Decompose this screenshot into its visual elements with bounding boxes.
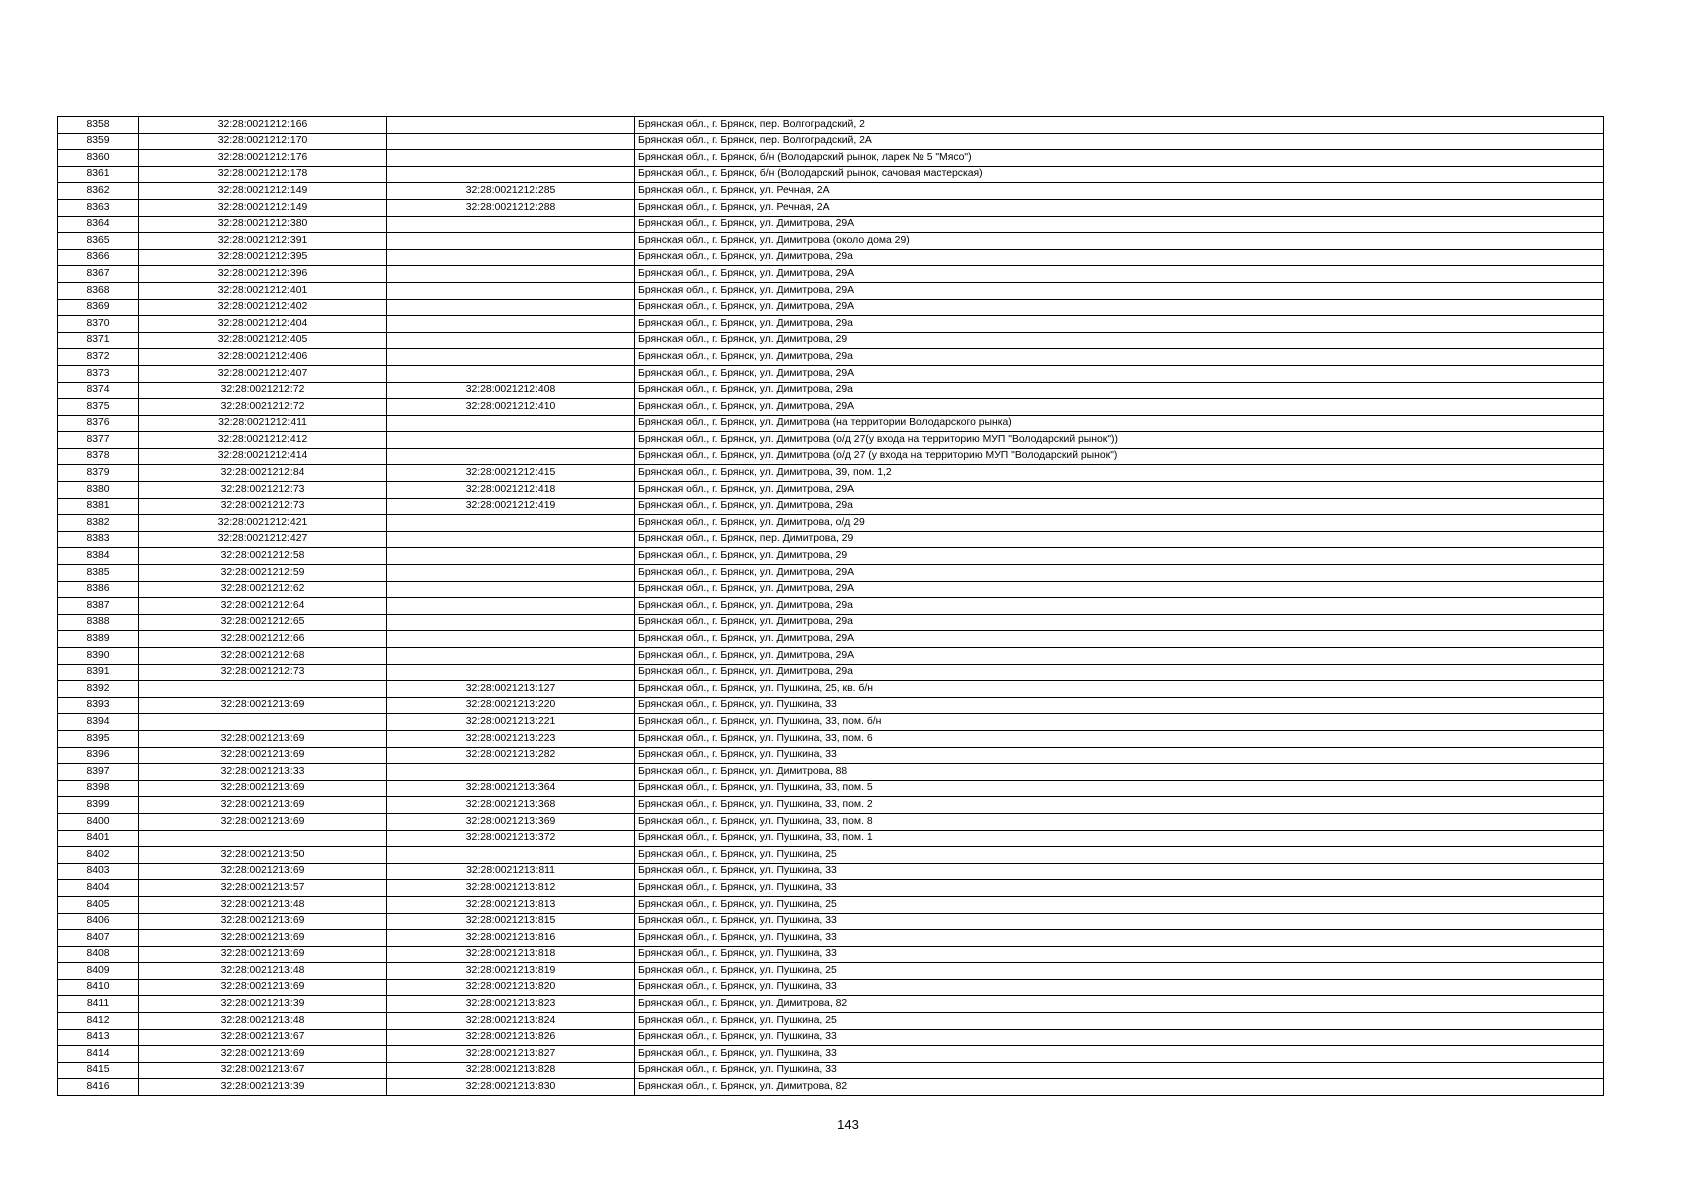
- address-cell: Брянская обл., г. Брянск, ул. Димитрова, 29А: [635, 266, 1604, 283]
- cadastral-number-cell: 32:28:0021212:401: [139, 282, 387, 299]
- cadastral-number-cell: 32:28:0021212:421: [139, 515, 387, 532]
- address-cell: Брянская обл., г. Брянск, ул. Пушкина, 33, пом. б/н: [635, 714, 1604, 731]
- cadastral-number-cell: 32:28:0021212:396: [139, 266, 387, 283]
- table-row: [58, 1062, 1604, 1079]
- address-cell: Брянская обл., г. Брянск, ул. Димитрова, 39, пом. 1,2: [635, 465, 1604, 482]
- address-cell: Брянская обл., г. Брянск, ул. Пушкина, 33: [635, 880, 1604, 897]
- table-row: [58, 830, 1604, 847]
- address-cell: Брянская обл., г. Брянск, пер. Волгоградский, 2: [635, 117, 1604, 134]
- address-cell: Брянская обл., г. Брянск, ул. Пушкина, 33, пом. 1: [635, 830, 1604, 847]
- row-number-cell: 8375: [58, 399, 139, 416]
- table-row: [58, 880, 1604, 897]
- cadastral-number-cell: 32:28:0021212:73: [139, 482, 387, 499]
- address-cell: Брянская обл., г. Брянск, ул. Пушкина, 25: [635, 847, 1604, 864]
- row-number-cell: 8367: [58, 266, 139, 283]
- row-number-cell: 8363: [58, 199, 139, 216]
- row-number-cell: 8388: [58, 614, 139, 631]
- related-cadastral-number-cell: 32:28:0021213:827: [387, 1046, 635, 1063]
- address-cell: Брянская обл., г. Брянск, ул. Димитрова, 82: [635, 996, 1604, 1013]
- cadastral-number-cell: 32:28:0021213:69: [139, 930, 387, 947]
- address-cell: Брянская обл., г. Брянск, ул. Пушкина, 33: [635, 747, 1604, 764]
- related-cadastral-number-cell: [387, 432, 635, 449]
- related-cadastral-number-cell: [387, 150, 635, 167]
- row-number-cell: 8416: [58, 1079, 139, 1096]
- cadastral-number-cell: 32:28:0021212:64: [139, 598, 387, 615]
- table-row: [58, 648, 1604, 665]
- address-cell: Брянская обл., г. Брянск, ул. Пушкина, 33, пом. 8: [635, 813, 1604, 830]
- row-number-cell: 8385: [58, 565, 139, 582]
- cadastral-number-cell: [139, 681, 387, 698]
- address-cell: Брянская обл., г. Брянск, ул. Димитрова, 29А: [635, 482, 1604, 499]
- row-number-cell: 8393: [58, 697, 139, 714]
- row-number-cell: 8374: [58, 382, 139, 399]
- table-row: [58, 531, 1604, 548]
- cadastral-number-cell: 32:28:0021213:33: [139, 764, 387, 781]
- row-number-cell: 8386: [58, 581, 139, 598]
- table-row: [58, 714, 1604, 731]
- address-cell: Брянская обл., г. Брянск, ул. Пушкина, 33: [635, 930, 1604, 947]
- address-cell: Брянская обл., г. Брянск, ул. Димитрова, 29а: [635, 316, 1604, 333]
- address-cell: Брянская обл., г. Брянск, ул. Димитрова, 29А: [635, 399, 1604, 416]
- related-cadastral-number-cell: 32:28:0021213:818: [387, 946, 635, 963]
- related-cadastral-number-cell: [387, 598, 635, 615]
- related-cadastral-number-cell: 32:28:0021213:820: [387, 979, 635, 996]
- row-number-cell: 8369: [58, 299, 139, 316]
- related-cadastral-number-cell: [387, 299, 635, 316]
- cadastral-number-cell: 32:28:0021212:59: [139, 565, 387, 582]
- related-cadastral-number-cell: 32:28:0021213:812: [387, 880, 635, 897]
- cadastral-number-cell: 32:28:0021212:73: [139, 498, 387, 515]
- cadastral-number-cell: 32:28:0021212:178: [139, 166, 387, 183]
- related-cadastral-number-cell: [387, 565, 635, 582]
- related-cadastral-number-cell: 32:28:0021213:813: [387, 896, 635, 913]
- related-cadastral-number-cell: [387, 648, 635, 665]
- cadastral-number-cell: 32:28:0021213:69: [139, 979, 387, 996]
- row-number-cell: 8413: [58, 1029, 139, 1046]
- table-row: [58, 631, 1604, 648]
- table-row: [58, 565, 1604, 582]
- table-row: [58, 482, 1604, 499]
- table-row: [58, 598, 1604, 615]
- address-cell: Брянская обл., г. Брянск, б/н (Володарский рынок, сачовая мастерская): [635, 166, 1604, 183]
- related-cadastral-number-cell: [387, 316, 635, 333]
- related-cadastral-number-cell: 32:28:0021213:223: [387, 730, 635, 747]
- cadastral-number-cell: 32:28:0021212:404: [139, 316, 387, 333]
- cadastral-number-cell: 32:28:0021213:69: [139, 780, 387, 797]
- cadastral-number-cell: 32:28:0021212:166: [139, 117, 387, 134]
- address-cell: Брянская обл., г. Брянск, ул. Пушкина, 25, кв. б/н: [635, 681, 1604, 698]
- related-cadastral-number-cell: [387, 282, 635, 299]
- related-cadastral-number-cell: 32:28:0021213:127: [387, 681, 635, 698]
- row-number-cell: 8365: [58, 233, 139, 250]
- table-row: [58, 963, 1604, 980]
- cadastral-number-cell: 32:28:0021213:57: [139, 880, 387, 897]
- related-cadastral-number-cell: 32:28:0021212:408: [387, 382, 635, 399]
- row-number-cell: 8396: [58, 747, 139, 764]
- related-cadastral-number-cell: [387, 133, 635, 150]
- row-number-cell: 8402: [58, 847, 139, 864]
- related-cadastral-number-cell: [387, 166, 635, 183]
- cadastral-number-cell: 32:28:0021212:395: [139, 249, 387, 266]
- cadastral-number-cell: 32:28:0021212:58: [139, 548, 387, 565]
- cadastral-number-cell: 32:28:0021213:69: [139, 863, 387, 880]
- row-number-cell: 8401: [58, 830, 139, 847]
- address-cell: Брянская обл., г. Брянск, ул. Пушкина, 33: [635, 1062, 1604, 1079]
- cadastral-number-cell: 32:28:0021212:65: [139, 614, 387, 631]
- table-row: [58, 996, 1604, 1013]
- table-row: [58, 764, 1604, 781]
- row-number-cell: 8414: [58, 1046, 139, 1063]
- row-number-cell: 8405: [58, 896, 139, 913]
- related-cadastral-number-cell: 32:28:0021212:419: [387, 498, 635, 515]
- row-number-cell: 8358: [58, 117, 139, 134]
- address-cell: Брянская обл., г. Брянск, б/н (Володарский рынок, ларек № 5 "Мясо"): [635, 150, 1604, 167]
- row-number-cell: 8370: [58, 316, 139, 333]
- row-number-cell: 8381: [58, 498, 139, 515]
- cadastral-number-cell: [139, 830, 387, 847]
- table-row: [58, 863, 1604, 880]
- table-row: [58, 399, 1604, 416]
- related-cadastral-number-cell: 32:28:0021213:816: [387, 930, 635, 947]
- address-cell: Брянская обл., г. Брянск, ул. Пушкина, 33, пом. 2: [635, 797, 1604, 814]
- table-row: [58, 1029, 1604, 1046]
- registry-table: [57, 116, 1604, 1096]
- related-cadastral-number-cell: 32:28:0021213:282: [387, 747, 635, 764]
- cadastral-number-cell: 32:28:0021212:84: [139, 465, 387, 482]
- row-number-cell: 8376: [58, 415, 139, 432]
- table-row: [58, 465, 1604, 482]
- cadastral-number-cell: 32:28:0021212:62: [139, 581, 387, 598]
- cadastral-number-cell: 32:28:0021212:380: [139, 216, 387, 233]
- table-row: [58, 316, 1604, 333]
- table-row: [58, 979, 1604, 996]
- address-cell: Брянская обл., г. Брянск, ул. Димитрова, 29а: [635, 664, 1604, 681]
- table-row: [58, 515, 1604, 532]
- row-number-cell: 8383: [58, 531, 139, 548]
- table-row: [58, 233, 1604, 250]
- cadastral-number-cell: 32:28:0021213:69: [139, 797, 387, 814]
- row-number-cell: 8400: [58, 813, 139, 830]
- related-cadastral-number-cell: [387, 664, 635, 681]
- cadastral-number-cell: 32:28:0021213:69: [139, 913, 387, 930]
- cadastral-number-cell: 32:28:0021212:391: [139, 233, 387, 250]
- address-cell: Брянская обл., г. Брянск, ул. Пушкина, 33: [635, 979, 1604, 996]
- table-row: [58, 349, 1604, 366]
- address-cell: Брянская обл., г. Брянск, ул. Димитрова, 29А: [635, 581, 1604, 598]
- related-cadastral-number-cell: 32:28:0021213:221: [387, 714, 635, 731]
- related-cadastral-number-cell: 32:28:0021213:823: [387, 996, 635, 1013]
- cadastral-number-cell: 32:28:0021213:69: [139, 747, 387, 764]
- address-cell: Брянская обл., г. Брянск, ул. Димитрова, 29: [635, 548, 1604, 565]
- related-cadastral-number-cell: 32:28:0021212:418: [387, 482, 635, 499]
- table-row: [58, 896, 1604, 913]
- address-cell: Брянская обл., г. Брянск, ул. Димитрова, 88: [635, 764, 1604, 781]
- row-number-cell: 8378: [58, 448, 139, 465]
- related-cadastral-number-cell: [387, 332, 635, 349]
- row-number-cell: 8409: [58, 963, 139, 980]
- cadastral-number-cell: 32:28:0021213:48: [139, 896, 387, 913]
- related-cadastral-number-cell: 32:28:0021213:815: [387, 913, 635, 930]
- table-row: [58, 249, 1604, 266]
- address-cell: Брянская обл., г. Брянск, ул. Димитрова, 29: [635, 332, 1604, 349]
- row-number-cell: 8372: [58, 349, 139, 366]
- cadastral-number-cell: 32:28:0021213:69: [139, 946, 387, 963]
- address-cell: Брянская обл., г. Брянск, ул. Пушкина, 33: [635, 1029, 1604, 1046]
- cadastral-number-cell: 32:28:0021213:69: [139, 813, 387, 830]
- row-number-cell: 8408: [58, 946, 139, 963]
- cadastral-number-cell: 32:28:0021212:149: [139, 199, 387, 216]
- cadastral-number-cell: 32:28:0021212:427: [139, 531, 387, 548]
- related-cadastral-number-cell: [387, 448, 635, 465]
- address-cell: Брянская обл., г. Брянск, ул. Димитрова, 29А: [635, 365, 1604, 382]
- row-number-cell: 8364: [58, 216, 139, 233]
- table-row: [58, 930, 1604, 947]
- table-row: [58, 813, 1604, 830]
- address-cell: Брянская обл., г. Брянск, ул. Димитрова (о/д 27(у входа на территорию МУП "Володарский рынок")): [635, 432, 1604, 449]
- cadastral-number-cell: 32:28:0021213:50: [139, 847, 387, 864]
- row-number-cell: 8360: [58, 150, 139, 167]
- table-row: [58, 282, 1604, 299]
- related-cadastral-number-cell: 32:28:0021212:410: [387, 399, 635, 416]
- address-cell: Брянская обл., г. Брянск, ул. Димитрова, 82: [635, 1079, 1604, 1096]
- cadastral-number-cell: 32:28:0021213:67: [139, 1029, 387, 1046]
- registry-table-body: [58, 117, 1604, 1096]
- table-row: [58, 946, 1604, 963]
- address-cell: Брянская обл., г. Брянск, ул. Димитрова, 29А: [635, 631, 1604, 648]
- table-row: [58, 332, 1604, 349]
- row-number-cell: 8411: [58, 996, 139, 1013]
- address-cell: Брянская обл., г. Брянск, ул. Пушкина, 33: [635, 913, 1604, 930]
- row-number-cell: 8404: [58, 880, 139, 897]
- row-number-cell: 8394: [58, 714, 139, 731]
- address-cell: Брянская обл., г. Брянск, ул. Пушкина, 33: [635, 697, 1604, 714]
- related-cadastral-number-cell: [387, 365, 635, 382]
- address-cell: Брянская обл., г. Брянск, ул. Пушкина, 33, пом. 6: [635, 730, 1604, 747]
- address-cell: Брянская обл., г. Брянск, ул. Пушкина, 33: [635, 863, 1604, 880]
- cadastral-number-cell: [139, 714, 387, 731]
- related-cadastral-number-cell: 32:28:0021213:369: [387, 813, 635, 830]
- address-cell: Брянская обл., г. Брянск, пер. Димитрова, 29: [635, 531, 1604, 548]
- related-cadastral-number-cell: 32:28:0021213:372: [387, 830, 635, 847]
- address-cell: Брянская обл., г. Брянск, ул. Димитрова, 29а: [635, 382, 1604, 399]
- address-cell: Брянская обл., г. Брянск, ул. Димитрова, 29А: [635, 282, 1604, 299]
- row-number-cell: 8389: [58, 631, 139, 648]
- table-row: [58, 299, 1604, 316]
- table-row: [58, 382, 1604, 399]
- table-row: [58, 780, 1604, 797]
- table-row: [58, 199, 1604, 216]
- table-row: [58, 548, 1604, 565]
- address-cell: Брянская обл., г. Брянск, ул. Димитрова, 29А: [635, 565, 1604, 582]
- cadastral-number-cell: 32:28:0021212:411: [139, 415, 387, 432]
- table-row: [58, 432, 1604, 449]
- table-row: [58, 150, 1604, 167]
- address-cell: Брянская обл., г. Брянск, ул. Димитрова, 29А: [635, 299, 1604, 316]
- address-cell: Брянская обл., г. Брянск, ул. Димитрова, о/д 29: [635, 515, 1604, 532]
- table-row: [58, 747, 1604, 764]
- related-cadastral-number-cell: [387, 415, 635, 432]
- row-number-cell: 8359: [58, 133, 139, 150]
- row-number-cell: 8403: [58, 863, 139, 880]
- row-number-cell: 8395: [58, 730, 139, 747]
- table-row: [58, 448, 1604, 465]
- row-number-cell: 8406: [58, 913, 139, 930]
- cadastral-number-cell: 32:28:0021212:68: [139, 648, 387, 665]
- table-row: [58, 664, 1604, 681]
- address-cell: Брянская обл., г. Брянск, ул. Димитрова (о/д 27 (у входа на территорию МУП "Володарский рынок"): [635, 448, 1604, 465]
- row-number-cell: 8397: [58, 764, 139, 781]
- row-number-cell: 8371: [58, 332, 139, 349]
- related-cadastral-number-cell: 32:28:0021213:830: [387, 1079, 635, 1096]
- address-cell: Брянская обл., г. Брянск, ул. Пушкина, 25: [635, 963, 1604, 980]
- table-row: [58, 1013, 1604, 1030]
- table-row: [58, 183, 1604, 200]
- cadastral-number-cell: 32:28:0021212:66: [139, 631, 387, 648]
- related-cadastral-number-cell: [387, 531, 635, 548]
- row-number-cell: 8368: [58, 282, 139, 299]
- row-number-cell: 8366: [58, 249, 139, 266]
- table-row: [58, 797, 1604, 814]
- row-number-cell: 8382: [58, 515, 139, 532]
- address-cell: Брянская обл., г. Брянск, ул. Пушкина, 25: [635, 896, 1604, 913]
- table-row: [58, 1079, 1604, 1096]
- related-cadastral-number-cell: 32:28:0021212:415: [387, 465, 635, 482]
- cadastral-number-cell: 32:28:0021212:414: [139, 448, 387, 465]
- row-number-cell: 8362: [58, 183, 139, 200]
- table-row: [58, 847, 1604, 864]
- cadastral-number-cell: 32:28:0021213:69: [139, 1046, 387, 1063]
- cadastral-number-cell: 32:28:0021212:176: [139, 150, 387, 167]
- row-number-cell: 8377: [58, 432, 139, 449]
- row-number-cell: 8399: [58, 797, 139, 814]
- related-cadastral-number-cell: 32:28:0021212:285: [387, 183, 635, 200]
- cadastral-number-cell: 32:28:0021212:72: [139, 399, 387, 416]
- cadastral-number-cell: 32:28:0021213:39: [139, 996, 387, 1013]
- table-row: [58, 117, 1604, 134]
- address-cell: Брянская обл., г. Брянск, ул. Речная, 2А: [635, 183, 1604, 200]
- address-cell: Брянская обл., г. Брянск, ул. Пушкина, 25: [635, 1013, 1604, 1030]
- table-row: [58, 1046, 1604, 1063]
- related-cadastral-number-cell: 32:28:0021213:368: [387, 797, 635, 814]
- related-cadastral-number-cell: [387, 614, 635, 631]
- table-row: [58, 730, 1604, 747]
- page-number: 143: [837, 1117, 859, 1132]
- cadastral-number-cell: 32:28:0021212:406: [139, 349, 387, 366]
- row-number-cell: 8398: [58, 780, 139, 797]
- related-cadastral-number-cell: [387, 847, 635, 864]
- row-number-cell: 8415: [58, 1062, 139, 1079]
- table-row: [58, 365, 1604, 382]
- table-row: [58, 681, 1604, 698]
- related-cadastral-number-cell: [387, 117, 635, 134]
- row-number-cell: 8361: [58, 166, 139, 183]
- related-cadastral-number-cell: [387, 216, 635, 233]
- related-cadastral-number-cell: [387, 266, 635, 283]
- address-cell: Брянская обл., г. Брянск, ул. Речная, 2А: [635, 199, 1604, 216]
- table-row: [58, 415, 1604, 432]
- related-cadastral-number-cell: [387, 631, 635, 648]
- row-number-cell: 8387: [58, 598, 139, 615]
- row-number-cell: 8384: [58, 548, 139, 565]
- related-cadastral-number-cell: 32:28:0021213:824: [387, 1013, 635, 1030]
- related-cadastral-number-cell: [387, 249, 635, 266]
- address-cell: Брянская обл., г. Брянск, пер. Волгоградский, 2А: [635, 133, 1604, 150]
- row-number-cell: 8373: [58, 365, 139, 382]
- table-row: [58, 266, 1604, 283]
- cadastral-number-cell: 32:28:0021213:69: [139, 730, 387, 747]
- cadastral-number-cell: 32:28:0021213:69: [139, 697, 387, 714]
- related-cadastral-number-cell: 32:28:0021212:288: [387, 199, 635, 216]
- address-cell: Брянская обл., г. Брянск, ул. Димитрова, 29а: [635, 598, 1604, 615]
- row-number-cell: 8407: [58, 930, 139, 947]
- related-cadastral-number-cell: 32:28:0021213:826: [387, 1029, 635, 1046]
- row-number-cell: 8410: [58, 979, 139, 996]
- related-cadastral-number-cell: 32:28:0021213:364: [387, 780, 635, 797]
- table-row: [58, 913, 1604, 930]
- cadastral-number-cell: 32:28:0021213:48: [139, 1013, 387, 1030]
- table-row: [58, 216, 1604, 233]
- address-cell: Брянская обл., г. Брянск, ул. Димитрова, 29а: [635, 349, 1604, 366]
- related-cadastral-number-cell: 32:28:0021213:819: [387, 963, 635, 980]
- address-cell: Брянская обл., г. Брянск, ул. Димитрова, 29а: [635, 498, 1604, 515]
- address-cell: Брянская обл., г. Брянск, ул. Димитрова, 29А: [635, 648, 1604, 665]
- cadastral-number-cell: 32:28:0021212:412: [139, 432, 387, 449]
- cadastral-number-cell: 32:28:0021213:39: [139, 1079, 387, 1096]
- table-row: [58, 614, 1604, 631]
- row-number-cell: 8379: [58, 465, 139, 482]
- table-row: [58, 166, 1604, 183]
- table-row: [58, 697, 1604, 714]
- cadastral-number-cell: 32:28:0021212:72: [139, 382, 387, 399]
- table-row: [58, 498, 1604, 515]
- row-number-cell: 8412: [58, 1013, 139, 1030]
- address-cell: Брянская обл., г. Брянск, ул. Димитрова, 29А: [635, 216, 1604, 233]
- cadastral-number-cell: 32:28:0021212:149: [139, 183, 387, 200]
- table-row: [58, 581, 1604, 598]
- related-cadastral-number-cell: [387, 349, 635, 366]
- related-cadastral-number-cell: [387, 548, 635, 565]
- related-cadastral-number-cell: 32:28:0021213:811: [387, 863, 635, 880]
- related-cadastral-number-cell: 32:28:0021213:220: [387, 697, 635, 714]
- related-cadastral-number-cell: [387, 233, 635, 250]
- related-cadastral-number-cell: [387, 764, 635, 781]
- cadastral-number-cell: 32:28:0021212:405: [139, 332, 387, 349]
- table-row: [58, 133, 1604, 150]
- cadastral-number-cell: 32:28:0021212:402: [139, 299, 387, 316]
- address-cell: Брянская обл., г. Брянск, ул. Димитрова (на территории Володарского рынка): [635, 415, 1604, 432]
- related-cadastral-number-cell: [387, 581, 635, 598]
- cadastral-number-cell: 32:28:0021213:48: [139, 963, 387, 980]
- related-cadastral-number-cell: [387, 515, 635, 532]
- cadastral-number-cell: 32:28:0021212:407: [139, 365, 387, 382]
- row-number-cell: 8390: [58, 648, 139, 665]
- address-cell: Брянская обл., г. Брянск, ул. Димитрова, 29а: [635, 249, 1604, 266]
- row-number-cell: 8392: [58, 681, 139, 698]
- address-cell: Брянская обл., г. Брянск, ул. Пушкина, 33: [635, 1046, 1604, 1063]
- cadastral-number-cell: 32:28:0021213:67: [139, 1062, 387, 1079]
- address-cell: Брянская обл., г. Брянск, ул. Пушкина, 33, пом. 5: [635, 780, 1604, 797]
- address-cell: Брянская обл., г. Брянск, ул. Димитрова (около дома 29): [635, 233, 1604, 250]
- cadastral-number-cell: 32:28:0021212:170: [139, 133, 387, 150]
- address-cell: Брянская обл., г. Брянск, ул. Пушкина, 33: [635, 946, 1604, 963]
- address-cell: Брянская обл., г. Брянск, ул. Димитрова, 29а: [635, 614, 1604, 631]
- row-number-cell: 8380: [58, 482, 139, 499]
- row-number-cell: 8391: [58, 664, 139, 681]
- cadastral-number-cell: 32:28:0021212:73: [139, 664, 387, 681]
- related-cadastral-number-cell: 32:28:0021213:828: [387, 1062, 635, 1079]
